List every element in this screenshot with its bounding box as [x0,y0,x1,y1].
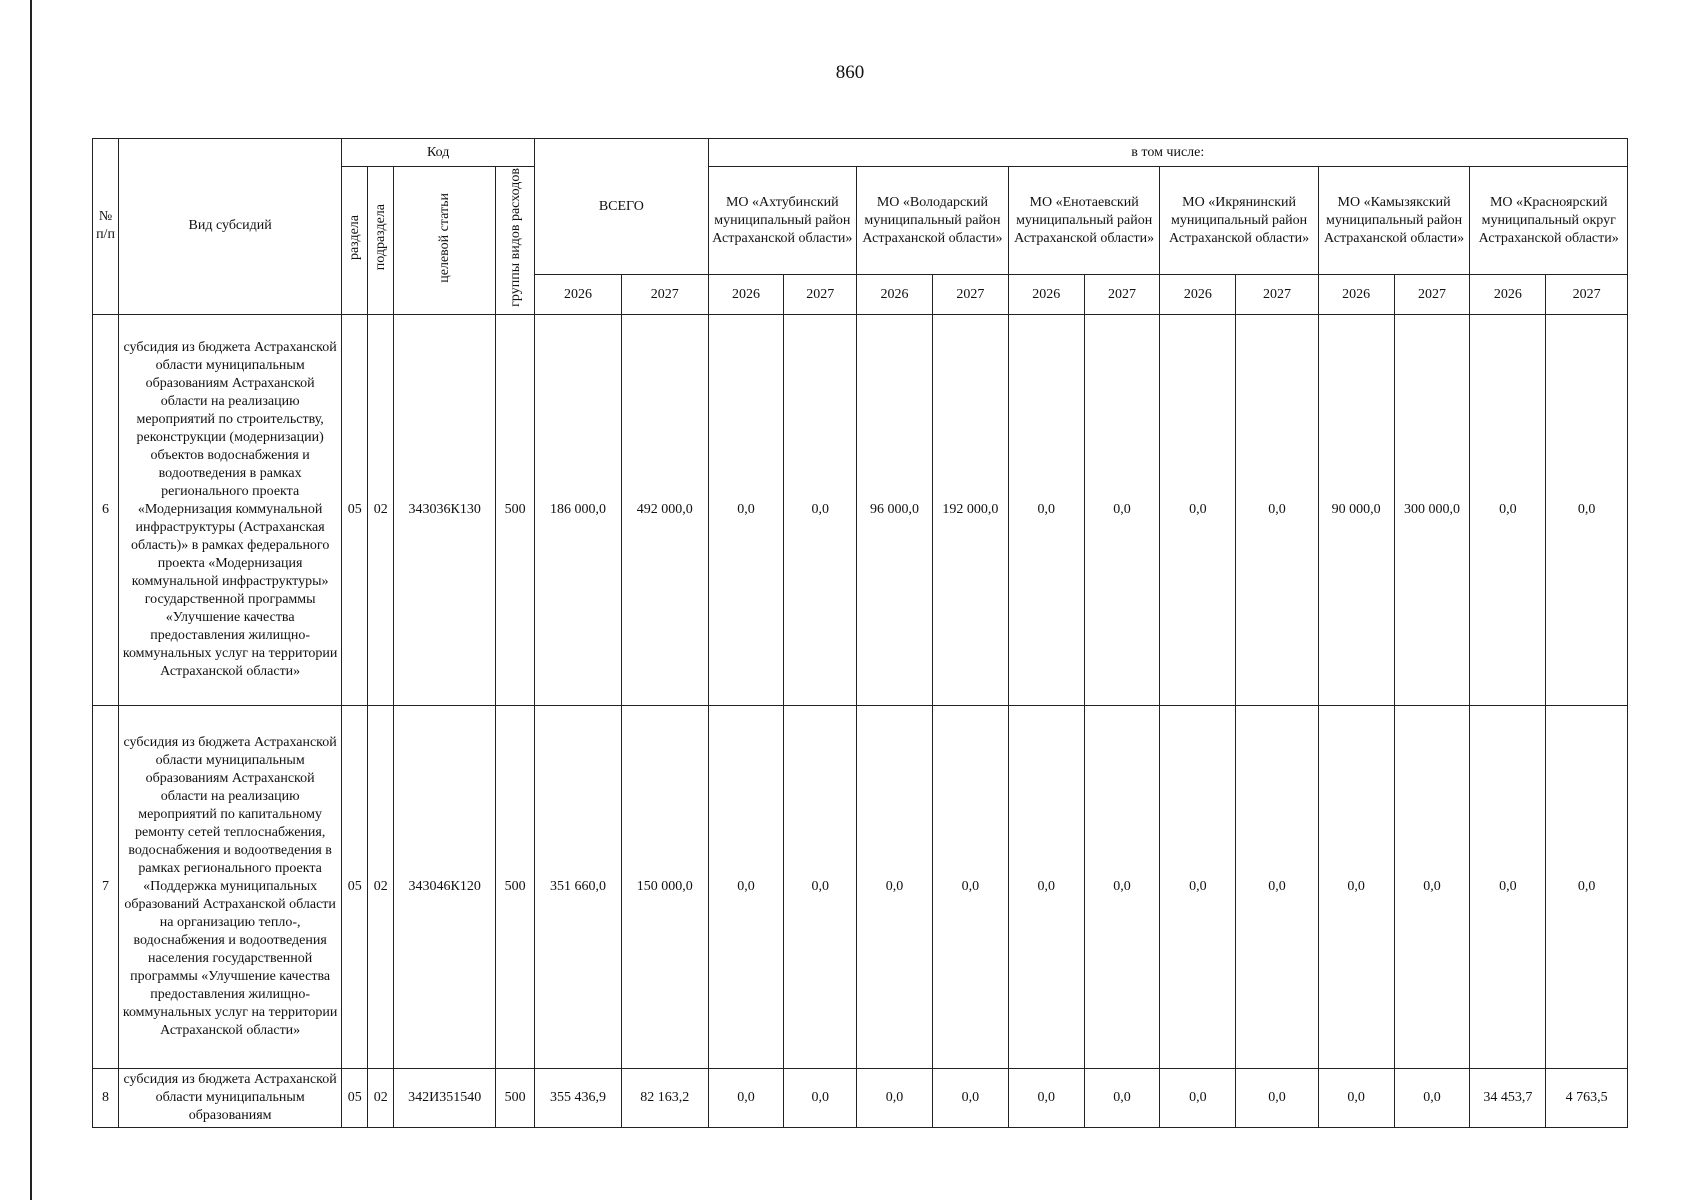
value-cell: 0,0 [857,1068,933,1127]
code-group: 500 [496,1068,535,1127]
value-cell: 0,0 [1394,705,1470,1068]
header-mo-krasnoyarsky: МО «Красноярский муниципальный округ Астраханской области» [1470,167,1628,275]
code-podrazdel: 02 [368,314,394,705]
code-target: 343046К120 [394,705,496,1068]
value-cell: 492 000,0 [621,314,708,705]
header-total: ВСЕГО [535,139,708,275]
value-cell: 82 163,2 [621,1068,708,1127]
header-mo-kamyzyaksky: МО «Камызякский муниципальный район Астраханской области» [1318,167,1470,275]
header-mo-ikryaninsky: МО «Икрянинский муниципальный район Астраханской области» [1160,167,1318,275]
header-code-target [394,167,496,315]
value-cell: 186 000,0 [535,314,622,705]
value-cell: 0,0 [1008,314,1084,705]
header-code-target-label: целевой статьи [437,192,453,283]
header-year: 2027 [932,275,1008,315]
header-year: 2027 [1084,275,1160,315]
header-code: Код [342,139,535,167]
code-podrazdel: 02 [368,705,394,1068]
subsidy-description: субсидия из бюджета Астраханской области муниципальным образованиям [119,1068,342,1127]
value-cell: 4 763,5 [1546,1068,1628,1127]
header-type: Вид субсидий [119,139,342,315]
header-year: 2026 [708,275,784,315]
value-cell: 0,0 [784,314,857,705]
value-cell: 0,0 [1394,1068,1470,1127]
code-razdel: 05 [342,1068,368,1127]
code-group: 500 [496,705,535,1068]
header-year: 2027 [1394,275,1470,315]
value-cell: 0,0 [1236,1068,1318,1127]
header-code-group-label: группы видов расходов [507,168,523,307]
value-cell: 192 000,0 [932,314,1008,705]
value-cell: 150 000,0 [621,705,708,1068]
value-cell: 34 453,7 [1470,1068,1546,1127]
header-code-podrazdel [368,167,394,315]
value-cell: 0,0 [1160,705,1236,1068]
value-cell: 0,0 [784,705,857,1068]
code-podrazdel: 02 [368,1068,394,1127]
page-binding-line [30,0,32,1200]
value-cell: 0,0 [1470,705,1546,1068]
value-cell: 0,0 [708,705,784,1068]
value-cell: 0,0 [1160,1068,1236,1127]
header-including: в том числе: [708,139,1627,167]
value-cell: 300 000,0 [1394,314,1470,705]
value-cell: 0,0 [1546,705,1628,1068]
row-number: 7 [93,705,119,1068]
value-cell: 0,0 [1084,1068,1160,1127]
value-cell: 90 000,0 [1318,314,1394,705]
header-code-razdel-label: раздела [347,214,363,260]
header-year: 2026 [1008,275,1084,315]
value-cell: 0,0 [1318,1068,1394,1127]
value-cell: 0,0 [708,1068,784,1127]
header-num: № п/п [93,139,119,315]
value-cell: 0,0 [932,1068,1008,1127]
value-cell: 0,0 [857,705,933,1068]
value-cell: 0,0 [708,314,784,705]
header-code-group [496,167,535,315]
header-code-podrazdel-label: подраздела [373,204,389,271]
table-row [93,1068,1628,1127]
header-year: 2026 [1160,275,1236,315]
subsidy-description: субсидия из бюджета Астраханской области муниципальным образованиям Астраханской области на реализацию мероприятий по капитальному ремонту сетей теплоснабжения, водоснабжения и водоотведения в рамках регионального проекта «Поддержка муниципальных образований Астраханской области на организацию тепло-, водоснабжения и водоотведения населения государственной программы «Улучшение качества предоставления жилищно-коммунальных услуг на территории Астраханской области» [119,705,342,1068]
header-year: 2027 [784,275,857,315]
value-cell: 0,0 [1008,1068,1084,1127]
header-year: 2026 [535,275,622,315]
header-year: 2027 [621,275,708,315]
value-cell: 0,0 [1084,705,1160,1068]
value-cell: 355 436,9 [535,1068,622,1127]
page-number: 860 [835,62,865,83]
value-cell: 0,0 [1470,314,1546,705]
value-cell: 0,0 [1236,314,1318,705]
code-razdel: 05 [342,705,368,1068]
header-year: 2027 [1236,275,1318,315]
table-row [93,705,1628,1068]
header-mo-volodarsky: МО «Володарский муниципальный район Астраханской области» [857,167,1009,275]
value-cell: 0,0 [1318,705,1394,1068]
code-group: 500 [496,314,535,705]
subsidy-description: субсидия из бюджета Астраханской области муниципальным образованиям Астраханской области на реализацию мероприятий по строительству, реконструкции (модернизации) объектов водоснабжения и водоотведения в рамках регионального проекта «Модернизация коммунальной инфраструктуры (Астраханская область)» в рамках федерального проекта «Модернизация коммунальной инфраструктуры» государственной программы «Улучшение качества предоставления жилищно-коммунальных услуг на территории Астраханской области» [119,314,342,705]
header-mo-akhtubinsky: МО «Ахтубинский муниципальный район Астраханской области» [708,167,856,275]
value-cell: 0,0 [1160,314,1236,705]
value-cell: 96 000,0 [857,314,933,705]
value-cell: 0,0 [1236,705,1318,1068]
code-target: 343036К130 [394,314,496,705]
value-cell: 0,0 [784,1068,857,1127]
subsidies-table [92,138,1628,1128]
header-code-razdel [342,167,368,315]
code-target: 342И351540 [394,1068,496,1127]
header-mo-enotaevsky: МО «Енотаевский муниципальный район Астраханской области» [1008,167,1160,275]
value-cell: 0,0 [1008,705,1084,1068]
value-cell: 351 660,0 [535,705,622,1068]
header-year: 2026 [857,275,933,315]
header-year: 2026 [1318,275,1394,315]
code-razdel: 05 [342,314,368,705]
row-number: 8 [93,1068,119,1127]
value-cell: 0,0 [932,705,1008,1068]
value-cell: 0,0 [1546,314,1628,705]
row-number: 6 [93,314,119,705]
table-row [93,314,1628,705]
header-year: 2026 [1470,275,1546,315]
header-year: 2027 [1546,275,1628,315]
value-cell: 0,0 [1084,314,1160,705]
